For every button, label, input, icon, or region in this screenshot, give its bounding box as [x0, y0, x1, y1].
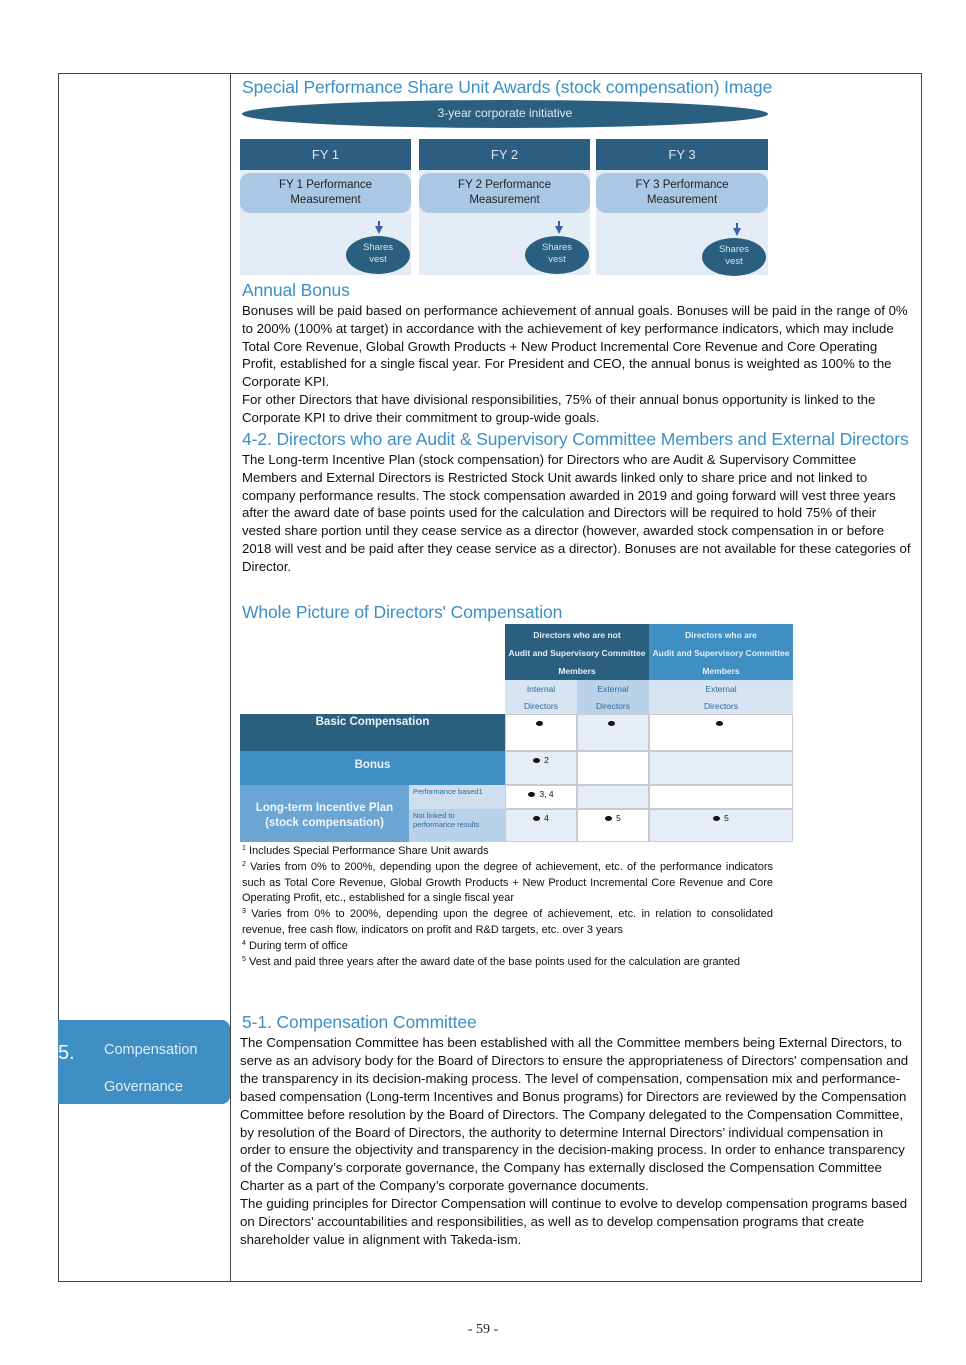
- sub-col-external: [577, 680, 649, 714]
- footnote: [242, 939, 773, 955]
- bullet-icon: [533, 816, 540, 821]
- col-group-audit: [649, 624, 793, 680]
- fy-column: [596, 139, 768, 275]
- fy-label: FY 1: [240, 139, 411, 170]
- footnote-ref: 2: [544, 755, 549, 765]
- footnote-mark: 5: [242, 955, 246, 963]
- col-group-line: Directors who are: [685, 630, 757, 640]
- section-5-1-body: [240, 1034, 912, 1249]
- shares-vest-line2: vest: [548, 254, 566, 265]
- footnote-mark: 4: [242, 939, 246, 947]
- section-number: 5.: [58, 1042, 75, 1064]
- fy-column: [240, 139, 411, 275]
- table-cell: [577, 751, 649, 785]
- arrow-down-icon: [733, 228, 741, 236]
- section-5-1-heading: 5-1. Compensation Committee: [242, 1012, 477, 1032]
- col-group-line: Audit and Supervisory Committee: [508, 648, 646, 658]
- section-5-1-heading-wrap: [242, 1010, 477, 1034]
- footnote-text: Vest and paid three years after the award date of the base points used for the calculation are granted: [248, 955, 741, 968]
- row-subheader-not-linked: [409, 809, 505, 842]
- footnote-text: Varies from 0% to 200%, depending upon the degree of achievement, etc. in relation to consolidated revenue, free cash flow, indicators on profit and R&D targets, etc. over 3 years: [242, 908, 773, 936]
- footnote-ref: 5: [616, 813, 621, 823]
- footnote-ref: 4: [544, 813, 549, 823]
- fy-label: FY 3: [596, 139, 768, 170]
- section-4-2: [242, 427, 914, 576]
- table-cell: [505, 714, 577, 751]
- fy-label: FY 2: [419, 139, 590, 170]
- bullet-icon: [605, 816, 612, 821]
- footnote-ref: 5: [724, 813, 729, 823]
- col-group-line: Members: [702, 666, 740, 676]
- footnote-mark: 2: [242, 860, 246, 868]
- table-cell: [649, 714, 793, 751]
- column-divider: [230, 73, 231, 1282]
- bullet-icon: [533, 758, 540, 763]
- footnote: [242, 844, 773, 860]
- col-group-line: Directors who are not: [533, 630, 621, 640]
- sub-col-line: Directors: [703, 701, 738, 711]
- bullet-icon: [528, 792, 535, 797]
- footnote-text: Includes Special Performance Share Unit awards: [248, 845, 489, 857]
- footnote: [242, 860, 773, 907]
- fy-measurement-line1: FY 3 Performance: [635, 179, 729, 191]
- section-label-line1: Compensation: [104, 1042, 198, 1058]
- sub-col-line: Directors: [595, 701, 630, 711]
- footnote-mark: 3: [242, 908, 246, 916]
- fy-measurement-line2: Measurement: [646, 194, 718, 206]
- not-linked-line2: performance results: [413, 820, 480, 829]
- shares-vest-bubble: [346, 236, 410, 274]
- col-group-line: Audit and Supervisory Committee: [652, 648, 790, 658]
- sub-col-line: External: [705, 684, 737, 694]
- sub-col-external-audit: [649, 680, 793, 714]
- annual-bonus-para: Bonuses will be paid based on performance achievement of annual goals. Bonuses will be paid in the range of 0% to 200% (100% at target) in accordance with the achievement of key performance indicators, which may include Total Core Revenue, Global Growth Products + New Product Incremental Core Revenue and Core Operating Profit, established for a single fiscal year. For President and CEO, the annual bonus is weighted as 100% to the Corporate KPI.: [242, 303, 908, 390]
- sub-col-line: Directors: [523, 701, 558, 711]
- sub-col-internal: [505, 680, 577, 714]
- sub-col-line: External: [597, 684, 629, 694]
- row-subheader-performance: Performance based1: [409, 785, 505, 809]
- bullet-icon: [716, 721, 723, 726]
- page-number: - 59 -: [467, 1322, 499, 1337]
- ltip-label-line2: (stock compensation): [265, 817, 384, 829]
- table-cell: [649, 809, 793, 842]
- section-5-tab: [58, 1020, 230, 1104]
- annual-bonus-heading: Annual Bonus: [242, 280, 350, 300]
- footnote: [242, 907, 773, 939]
- fy-measurement: [596, 173, 768, 213]
- annual-bonus-para: For other Directors that have divisional responsibilities, 75% of their annual bonus opportunity is linked to the Corporate KPI to drive their commitment to group-wide goals.: [242, 391, 876, 425]
- bullet-icon: [536, 721, 543, 726]
- shares-vest-line1: Shares: [541, 242, 573, 253]
- arrow-down-icon: [375, 226, 383, 234]
- shares-vest-line2: vest: [725, 256, 743, 267]
- row-header-ltip: [240, 785, 409, 842]
- section-label-line2: Governance: [104, 1079, 183, 1095]
- corporate-initiative-banner: 3-year corporate initiative: [242, 100, 768, 128]
- col-group-not-audit: [505, 624, 649, 680]
- table-cell: [577, 809, 649, 842]
- arrow-down-icon: [555, 226, 563, 234]
- fy-measurement: [240, 173, 411, 213]
- bullet-icon: [713, 816, 720, 821]
- footnote-text: During term of office: [248, 939, 348, 952]
- shares-vest-bubble: [525, 236, 589, 274]
- fy-measurement-line1: FY 2 Performance: [457, 179, 552, 191]
- shares-vest-line1: Shares: [362, 242, 394, 253]
- fy-measurement-line2: Measurement: [469, 194, 540, 206]
- col-group-line: Members: [558, 666, 596, 676]
- section-4-2-heading: 4-2. Directors who are Audit & Supervisory Committee Members and External Directors: [242, 429, 909, 449]
- fy-measurement-line2: Measurement: [290, 194, 361, 206]
- footnote: [242, 955, 773, 971]
- table-cell: [577, 714, 649, 751]
- table-cell: [577, 785, 649, 809]
- spsu-title: Special Performance Share Unit Awards (stock compensation) Image: [242, 77, 773, 97]
- section-5-1-para: The guiding principles for Director Compensation will continue to evolve to develop compensation programs based on Directors' accountabilities and responsibilities, as well as to develop compensation programs that create shareholder value in alignment with Takeda-ism.: [240, 1196, 908, 1247]
- whole-picture-heading: Whole Picture of Directors' Compensation: [242, 602, 563, 622]
- row-header-basic: Basic Compensation: [240, 714, 505, 751]
- section-4-2-body: The Long-term Incentive Plan (stock compensation) for Directors who are Audit & Supervisory Committee Members and External Directors is Restricted Stock Unit awards linked only to share price and not linked to company performance results. The stock compensation awarded in 2019 and going forward will vest three years after the award date of base points used for the calculation and Directors will be required to hold 75% of their vested share portion until they cease service as a director (however, awarded stock compensation in or before 2018 will vest and be paid after they cease service as a director). Bonuses are not available for these categories of Director.: [242, 452, 911, 574]
- table-cell: [649, 751, 793, 785]
- ltip-label-line1: Long-term Incentive Plan: [255, 802, 394, 814]
- shares-vest-bubble: [702, 238, 766, 276]
- footnote-mark: 1: [242, 845, 246, 852]
- bullet-icon: [608, 721, 615, 726]
- fy-measurement: [419, 173, 590, 213]
- section-5-1-para: The Compensation Committee has been established with all the Committee members being External Directors, to serve as an advisory body for the Board of Directors to ensure the appropriateness of Directors' compensation and the transparency in its decision-making process. The level of compensation, compensation mix and performance-based compensation (Long-term Incentives and Bonus programs) for Directors are reviewed by the Compensation Committee before resolution by the Board of Directors. The Company delegated to the Compensation Committee, by resolution of the Board of Directors, the authority to determine Internal Directors’ individual compensation in order to ensure the objectivity and transparency in the decision-making process. In order to enhance transparency of the Company’s corporate governance, the Company has externally disclosed the Compensation Committee Charter as a part of the Company’s corporate governance documents.: [240, 1035, 909, 1194]
- footnotes: [242, 844, 773, 970]
- fy-column: [419, 139, 590, 275]
- table-cell: [649, 785, 793, 809]
- not-linked-line1: Not linked to: [413, 811, 455, 820]
- annual-bonus-section: [242, 278, 912, 427]
- footnote-ref: 3, 4: [539, 789, 554, 799]
- row-header-bonus: Bonus: [240, 751, 505, 785]
- table-cell: [505, 751, 577, 785]
- footnote-text: Varies from 0% to 200%, depending upon the degree of achievement, etc. of the performance indicators such as Total Core Revenue, Global Growth Products + New Product Incremental Core Revenue and Core Operating Profit, etc., established for a single fiscal year: [242, 860, 773, 905]
- sub-col-line: Internal: [526, 684, 556, 694]
- table-cell: [505, 809, 577, 842]
- shares-vest-line1: Shares: [718, 244, 750, 255]
- fy-measurement-line1: FY 1 Performance: [278, 179, 373, 191]
- table-cell: [505, 785, 577, 809]
- shares-vest-line2: vest: [369, 254, 387, 265]
